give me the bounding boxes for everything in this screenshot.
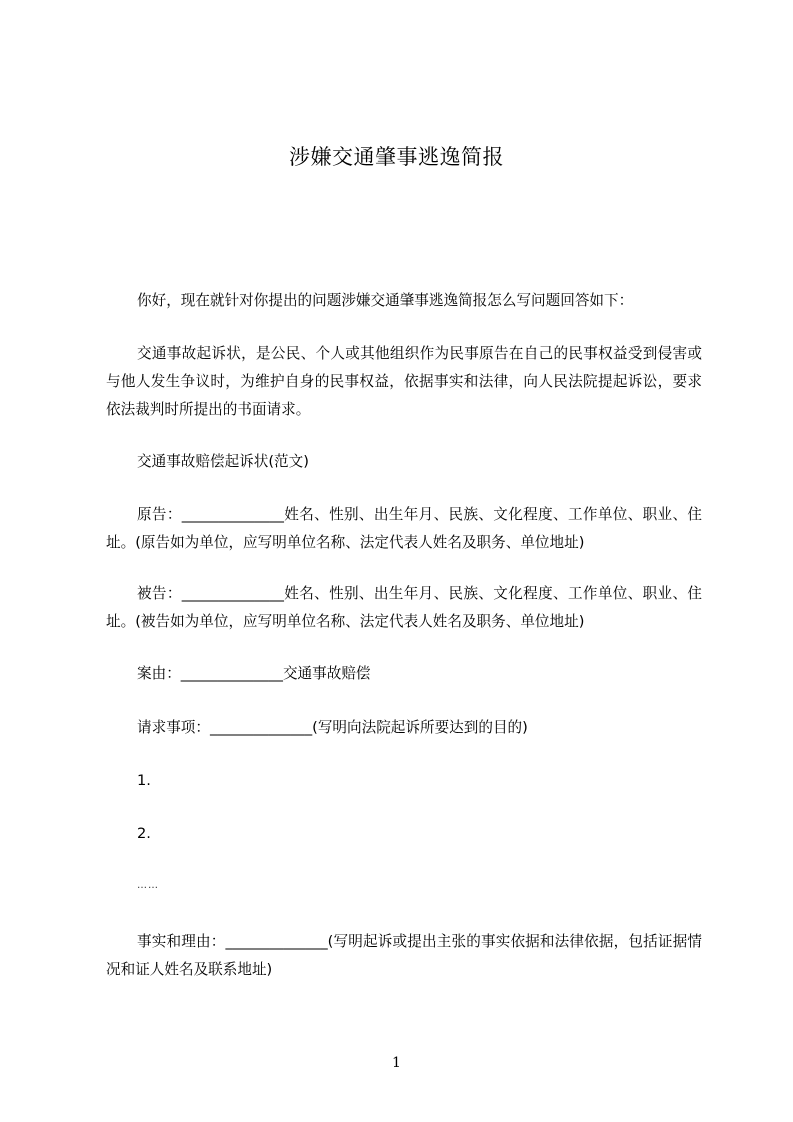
- claim-item-1: 1.: [137, 772, 151, 789]
- case-cause-paragraph: 案由：______________交通事故赔偿: [137, 665, 371, 682]
- claim-item-2: 2.: [137, 825, 151, 842]
- plaintiff-paragraph: 原告：______________姓名、性别、出生年月、民族、文化程度、工作单位、职业、住址。(原告如为单位，应写明单位名称、法定代表人姓名及职务、单位地址): [106, 506, 702, 551]
- intro-paragraph: 你好，现在就针对你提出的问题涉嫌交通肇事逃逸简报怎么写问题回答如下：: [137, 292, 634, 309]
- facts-reasons-paragraph: 事实和理由：______________(写明起诉或提出主张的事实依据和法律依据，包括证据情况和证人姓名及联系地址): [106, 933, 702, 978]
- page-number: 1: [392, 1055, 401, 1071]
- defendant-paragraph: 被告：______________姓名、性别、出生年月、民族、文化程度、工作单位、职业、住址。(被告如为单位，应写明单位名称、法定代表人姓名及职务、单位地址): [106, 585, 702, 630]
- document-title: 涉嫌交通肇事逃逸简报: [289, 145, 504, 169]
- ellipsis: ……: [137, 880, 159, 891]
- definition-paragraph: 交通事故起诉状，是公民、个人或其他组织作为民事原告在自己的民事权益受到侵害或与他人发生争议时，为维护自身的民事权益，依据事实和法律，向人民法院提起诉讼，要求依法裁判时所提出的书面请求。: [106, 345, 702, 418]
- sample-heading: 交通事故赔偿起诉状(范文): [137, 453, 309, 470]
- claims-paragraph: 请求事项：______________(写明向法院起诉所要达到的目的): [137, 719, 528, 736]
